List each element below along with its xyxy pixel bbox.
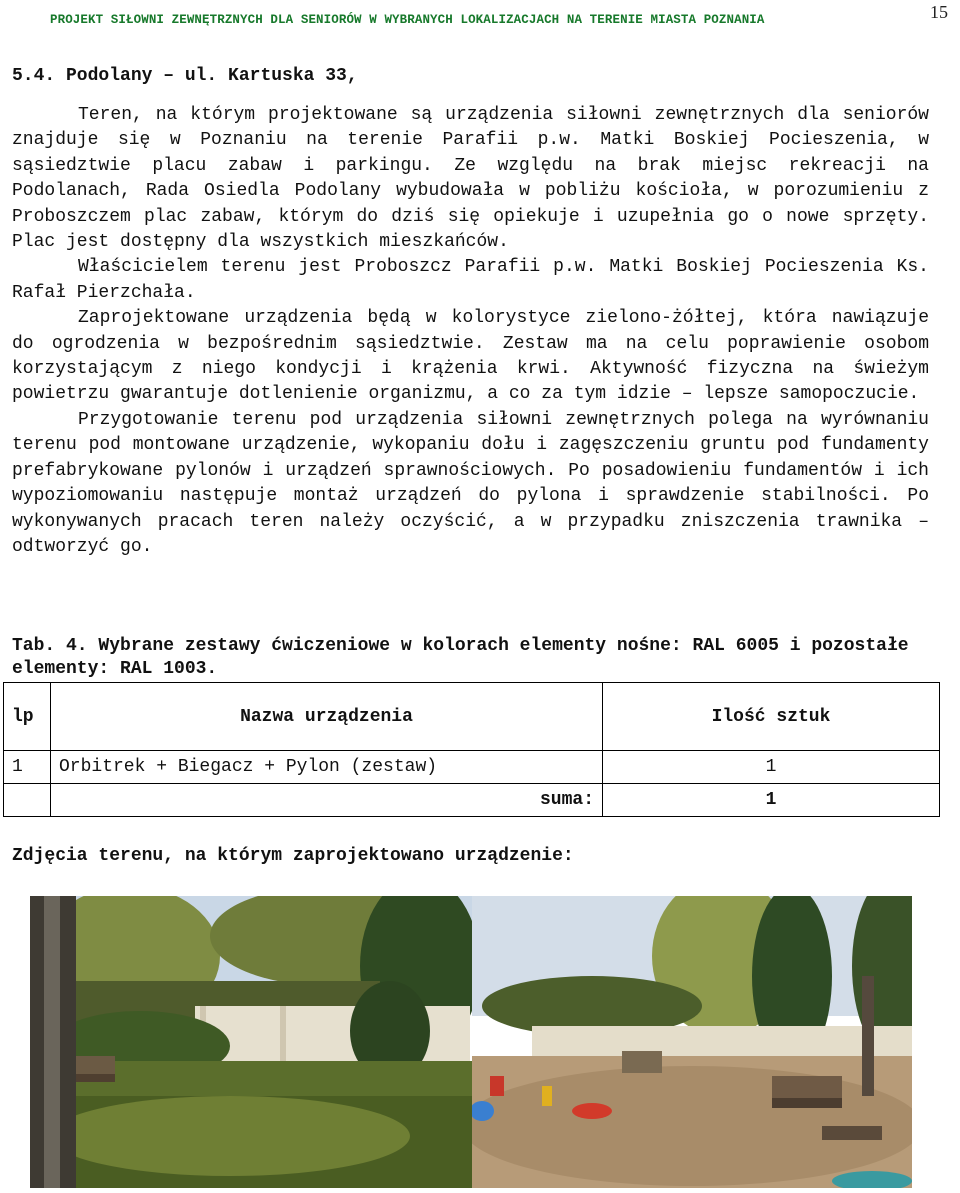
paragraph: Właścicielem terenu jest Proboszcz Parafii p.w. Matki Boskiej Pocieszenia Ks. Rafał Pierzchała. <box>12 257 929 303</box>
cell-lp: 1 <box>4 751 51 784</box>
cell-empty <box>4 784 51 817</box>
running-header: PROJEKT SIŁOWNI ZEWNĘTRZNYCH DLA SENIORÓW W WYBRANYCH LOKALIZACJACH NA TERENIE MIASTA POZNANIA <box>50 13 765 27</box>
section-heading: 5.4. Podolany – ul. Kartuska 33, <box>12 66 358 86</box>
paragraph: Przygotowanie terenu pod urządzenia siłowni zewnętrznych polega na wyrównaniu terenu pod montowane urządzenie, wykopaniu dołu i zagęszczeniu gruntu pod fundamenty prefabrykowane pylonów i urządzeń sprawnościowych. Po posadowieniu fundamentów i ich wypoziomowaniu następuje montaż urządzeń do pylona i sprawdzenie stabilności. Po wykonywanych pracach teren należy oczyścić, a w przypadku zniszczenia trawnika – odtworzyć go. <box>12 409 929 557</box>
table-header-row <box>4 683 940 751</box>
photos-caption: Zdjęcia terenu, na którym zaprojektowano urządzenie: <box>12 846 574 866</box>
sum-value: 1 <box>603 784 940 817</box>
table-caption: Tab. 4. Wybrane zestawy ćwiczeniowe w kolorach elementy nośne: RAL 6005 i pozostałe elementy: RAL 1003. <box>12 636 909 679</box>
table-sum-row <box>4 784 940 817</box>
body-text <box>12 103 929 560</box>
header-name: Nazwa urządzenia <box>51 683 603 751</box>
paragraph: Teren, na którym projektowane są urządzenia siłowni zewnętrznych dla seniorów znajduje się w Poznaniu na terenie Parafii p.w. Matki Boskiej Pocieszenia, w sąsiedztwie placu zabaw i parkingu. Ze względu na brak miejsc rekreacji na Podolanach, Rada Osiedla Podolany wybudowała w pobliżu kościoła, w porozumieniu z Proboszczem plac zabaw, którym do dziś się opiekuje i uzupełnia go o nowe sprzęty. Plac jest dostępny dla wszystkich mieszkańców. <box>12 105 929 253</box>
cell-qty: 1 <box>603 751 940 784</box>
paragraph: Zaprojektowane urządzenia będą w kolorystyce zielono-żółtej, która nawiązuje do ogrodzenia w bezpośrednim sąsiedztwie. Zestaw ma na celu poprawienie osobom korzystającym z niego kondycji i krążenia krwi. Aktywność fizyczna na świeżym powietrzu gwarantuje dotlenienie organizmu, a co za tym idzie – lepsze samopoczucie. <box>12 308 929 405</box>
header-lp: lp <box>4 683 51 751</box>
cell-name: Orbitrek + Biegacz + Pylon (zestaw) <box>51 751 603 784</box>
header-qty: Ilość sztuk <box>603 683 940 751</box>
table-row <box>4 751 940 784</box>
page-number: 15 <box>930 2 948 22</box>
sum-label: suma: <box>51 784 603 817</box>
site-photo-right <box>472 896 912 1188</box>
site-photo-left <box>30 896 472 1188</box>
equipment-table <box>3 682 940 817</box>
